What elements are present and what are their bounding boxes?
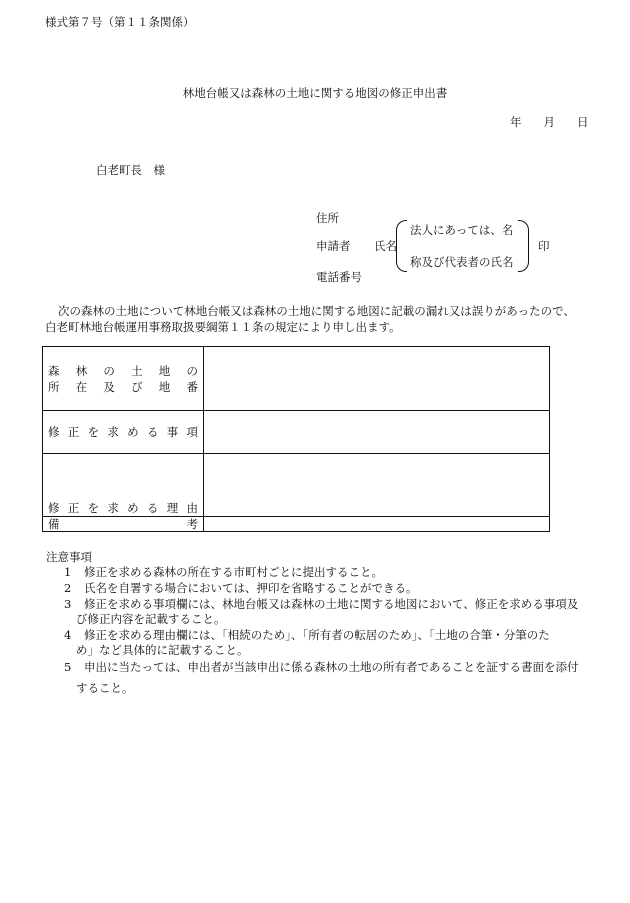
corporation-note-line2: 称及び代表者の氏名	[410, 255, 514, 269]
table-row	[43, 411, 550, 454]
correction-item-label: 修正を求める事項	[48, 425, 198, 439]
note-item-5	[64, 660, 586, 675]
location-value-field[interactable]	[204, 347, 550, 411]
note-item-2	[64, 581, 586, 596]
note-number: 1	[64, 565, 72, 579]
remarks-label-cell	[43, 517, 204, 532]
note-item-4	[64, 628, 586, 643]
intro-line-2: 白老町林地台帳運用事務取扱要綱第１１条の規定により申し出ます。	[45, 320, 401, 334]
note-text: 修正を求める森林の所在する市町村ごとに提出すること。	[84, 565, 383, 579]
addressee: 白老町長 様	[96, 163, 165, 177]
left-bracket	[396, 220, 407, 272]
notes-heading: 注意事項	[46, 550, 92, 564]
correction-reason-label-cell	[43, 454, 204, 517]
date-year-label: 年	[510, 115, 522, 129]
note-item-1	[64, 565, 586, 580]
note-text: 修正を求める事項欄には、林地台帳又は森林の土地に関する地図において、修正を求める事項及	[84, 597, 579, 611]
table-row	[43, 517, 550, 532]
note-item-3-continued: び修正内容を記載すること。	[76, 612, 226, 626]
note-text: 氏名を自署する場合においては、押印を省略することができる。	[84, 581, 418, 595]
document-title: 林地台帳又は森林の土地に関する地図の修正申出書	[182, 86, 448, 100]
note-number: 4	[64, 628, 72, 642]
table-row	[43, 347, 550, 411]
corporation-note-line1: 法人にあっては、名	[410, 223, 514, 237]
application-table	[42, 346, 550, 532]
name-label: 氏名	[374, 239, 397, 253]
date-month-label: 月	[543, 115, 555, 129]
correction-item-label-cell	[43, 411, 204, 454]
date-line	[510, 114, 589, 130]
form-number: 様式第７号（第１１条関係）	[45, 15, 195, 29]
note-item-5-continued: すること。	[76, 681, 134, 695]
date-day-label: 日	[577, 115, 589, 129]
note-number: 2	[64, 581, 72, 595]
note-item-3	[64, 597, 586, 612]
note-item-4-continued: め」など具体的に記載すること。	[76, 643, 249, 657]
location-label-cell	[43, 347, 204, 411]
note-number: 5	[64, 660, 72, 674]
location-label-line1: 森林の土地の	[48, 363, 198, 378]
applicant-label: 申請者	[316, 239, 351, 253]
intro-line-1: 次の森林の土地について林地台帳又は森林の土地に関する地図に記載の漏れ又は誤りがあったので、	[58, 304, 575, 318]
phone-label: 電話番号	[316, 270, 362, 284]
remarks-value-field[interactable]	[204, 517, 550, 532]
address-label: 住所	[316, 211, 339, 225]
correction-item-value-field[interactable]	[204, 411, 550, 454]
note-text: 申出に当たっては、申出者が当該申出に係る森林の土地の所有者であることを証する書面を添付	[84, 660, 579, 674]
remarks-label: 備考	[48, 516, 198, 531]
note-number: 3	[64, 597, 72, 611]
location-label-line2: 所在及び地番	[48, 379, 198, 394]
correction-reason-value-field[interactable]	[204, 454, 550, 517]
correction-reason-label: 修正を求める理由	[48, 501, 198, 515]
seal-label: 印	[538, 239, 550, 253]
table-row	[43, 454, 550, 517]
right-bracket	[518, 220, 529, 272]
note-text: 修正を求める理由欄には、「相続のため」、「所有者の転居のため」、「土地の合筆・分筆のた	[84, 628, 550, 642]
